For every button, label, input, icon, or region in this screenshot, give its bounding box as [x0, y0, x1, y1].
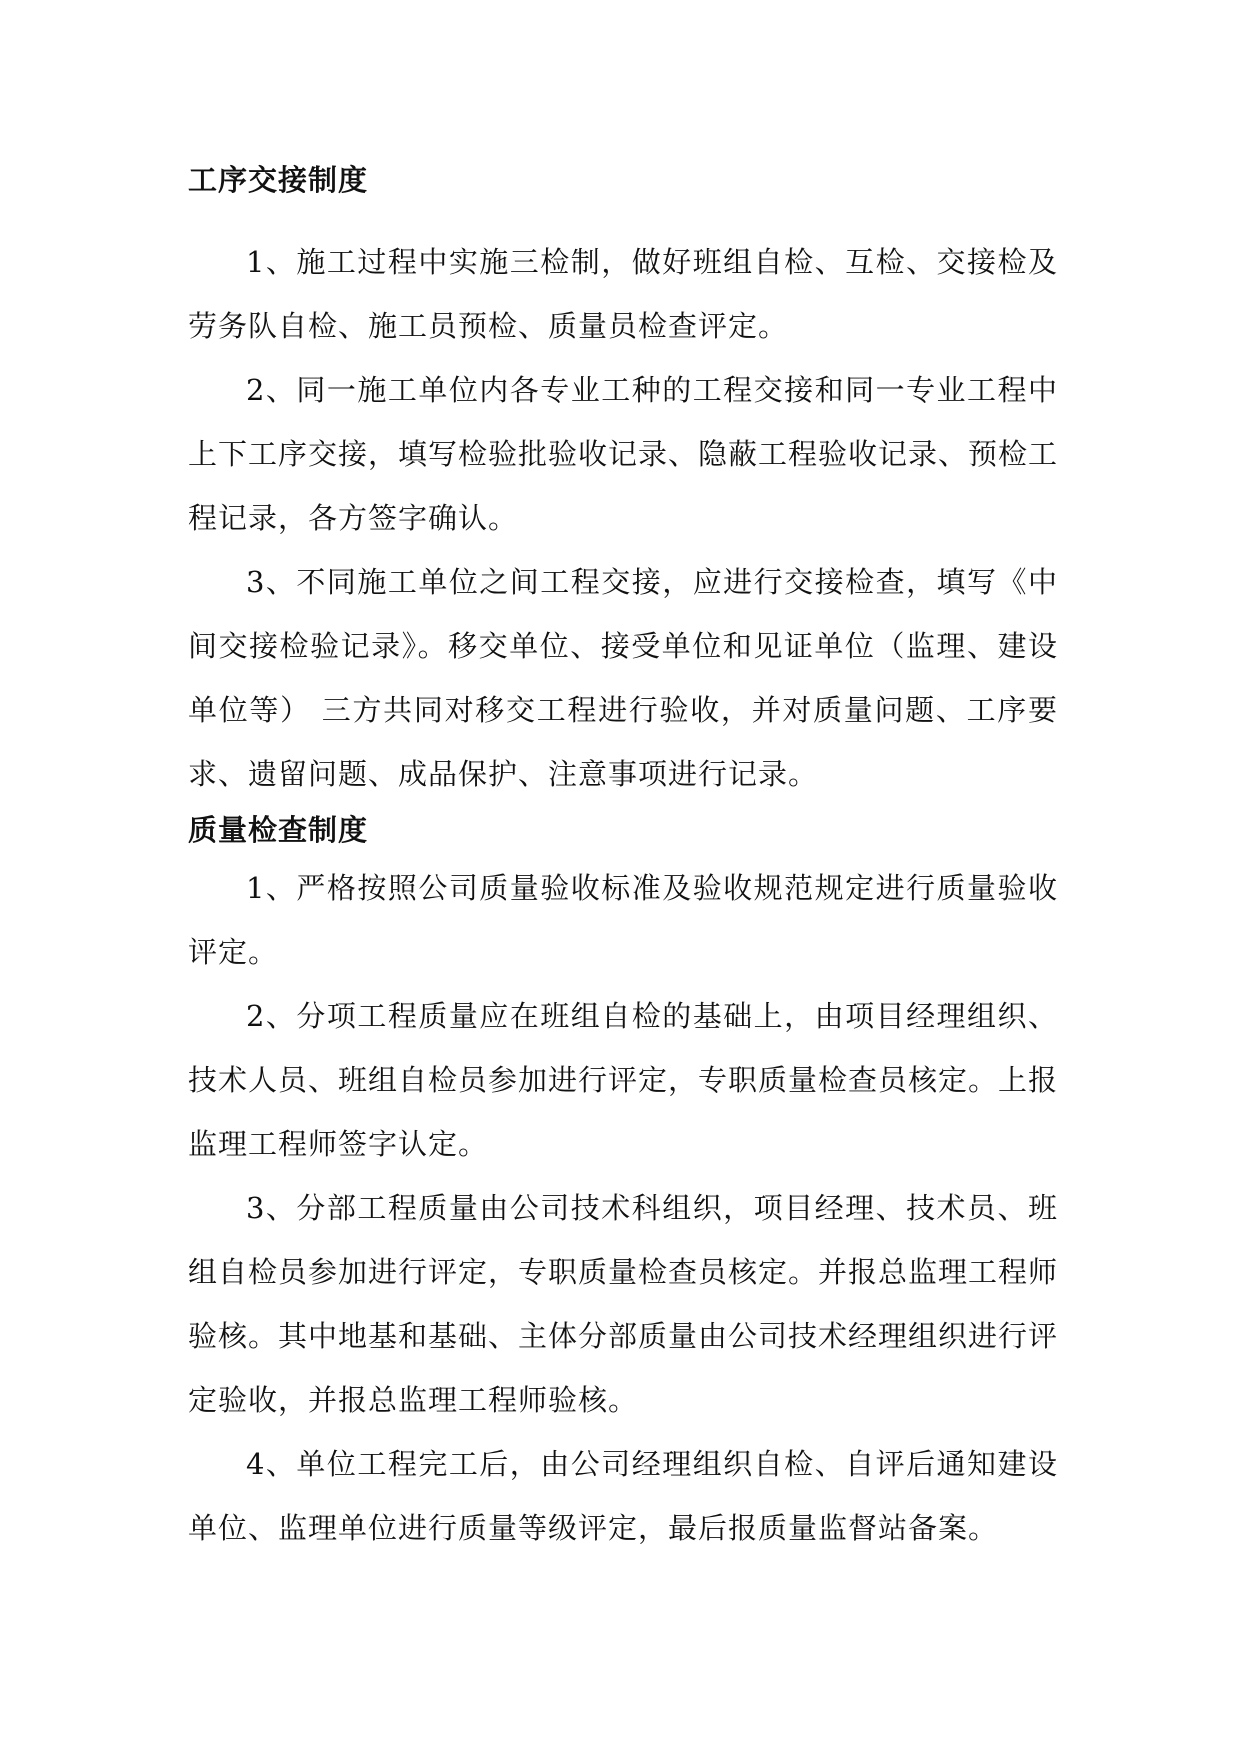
paragraph: 2、同一施工单位内各专业工种的工程交接和同一专业工程中上下工序交接，填写检验批验收记录、隐蔽工程验收记录、预检工程记录，各方签字确认。: [188, 373, 1059, 535]
paragraph: 3、不同施工单位之间工程交接，应进行交接检查，填写《中间交接检验记录》。移交单位、接受单位和见证单位（监理、建设单位等） 三方共同对移交工程进行验收，并对质量问题、工序要求、遗留问题、成品保护、注意事项进行记录。: [188, 565, 1058, 791]
paragraph: 3、分部工程质量由公司技术科组织，项目经理、技术员、班组自检员参加进行评定，专职质量检查员核定。并报总监理工程师验核。其中地基和基础、主体分部质量由公司技术经理组织进行评定验收，并报总监理工程师验核。: [188, 1191, 1059, 1417]
paragraph: 2、分项工程质量应在班组自检的基础上，由项目经理组织、技术人员、班组自检员参加进行评定，专职质量检查员核定。上报监理工程师签字认定。: [188, 999, 1059, 1161]
paragraph: 1、严格按照公司质量验收标准及验收规范规定进行质量验收评定。: [188, 871, 1058, 969]
paragraph: 4、单位工程完工后，由公司经理组织自检、自评后通知建设单位、监理单位进行质量等级评定，最后报质量监督站备案。: [188, 1447, 1058, 1545]
section-heading-handover: 工序交接制度: [188, 163, 369, 197]
paragraph: 1、施工过程中实施三检制，做好班组自检、互检、交接检及劳务队自检、施工员预检、质量员检查评定。: [188, 245, 1058, 343]
section-heading-quality-check: 质量检查制度: [188, 813, 369, 847]
document-body: [188, 160, 1058, 1560]
